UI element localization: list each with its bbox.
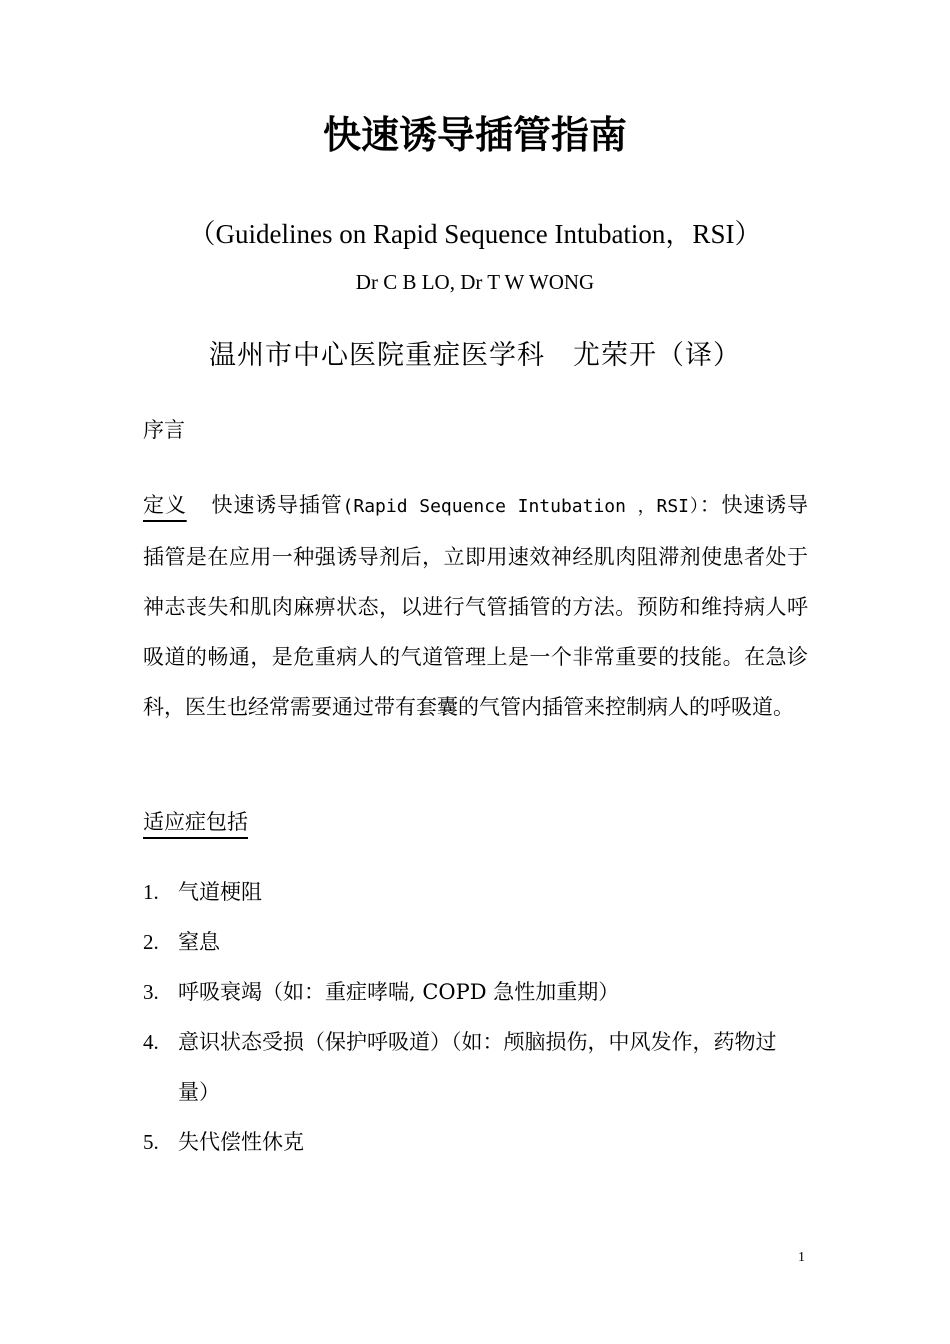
list-item	[143, 967, 808, 1017]
preface-heading: 序言	[143, 418, 185, 442]
indications-heading	[143, 806, 248, 836]
list-item	[143, 1117, 808, 1167]
authors-line: Dr C B LO, Dr T W WONG	[355, 270, 595, 294]
list-item	[143, 867, 808, 917]
list-item-text: 意识状态受损（保护呼吸道）（如：颅脑损伤，中风发作，药物过量）	[178, 1030, 777, 1104]
list-item	[143, 917, 808, 967]
definition-label: 定义	[143, 493, 187, 517]
definition-term-en: (Rapid Sequence Intubation ，RSI）	[342, 496, 700, 517]
list-item	[143, 1017, 808, 1117]
list-item-number: 1.	[143, 880, 159, 904]
definition-term-cn: 快速诱导插管	[210, 493, 343, 517]
indications-heading-text: 适应症包括	[143, 810, 248, 834]
list-item-number: 5.	[143, 1130, 159, 1154]
page-number: 1	[798, 1250, 805, 1265]
list-item-number: 3.	[143, 980, 159, 1004]
list-item-number: 4.	[143, 1030, 159, 1054]
list-item-text: 窒息	[178, 930, 220, 954]
affiliation-line: 温州市中心医院重症医学科 尤荣开（译）	[209, 340, 741, 371]
list-item-text: 失代偿性休克	[178, 1130, 304, 1154]
list-item-number: 2.	[143, 930, 159, 954]
list-item-text: 呼吸衰竭（如：重症哮喘, COPD 急性加重期）	[178, 980, 620, 1004]
document-title: 快速诱导插管指南	[322, 113, 627, 157]
definition-text: ：快速诱导插管是在应用一种强诱导剂后，立即用速效神经肌肉阻滞剂使患者处于神志丧失和肌肉麻痹状态，以进行气管插管的方法。预防和维持病人呼吸道的畅通，是危重病人的气道管理上是一个非常重要的技能。在急诊科，医生也经常需要通过带有套囊的气管内插管来控制病人的呼吸道。	[143, 493, 809, 719]
definition-paragraph	[143, 480, 808, 732]
document-subtitle: （Guidelines on Rapid Sequence Intubation，RSI）	[188, 219, 762, 249]
list-item-text: 气道梗阻	[178, 880, 262, 904]
